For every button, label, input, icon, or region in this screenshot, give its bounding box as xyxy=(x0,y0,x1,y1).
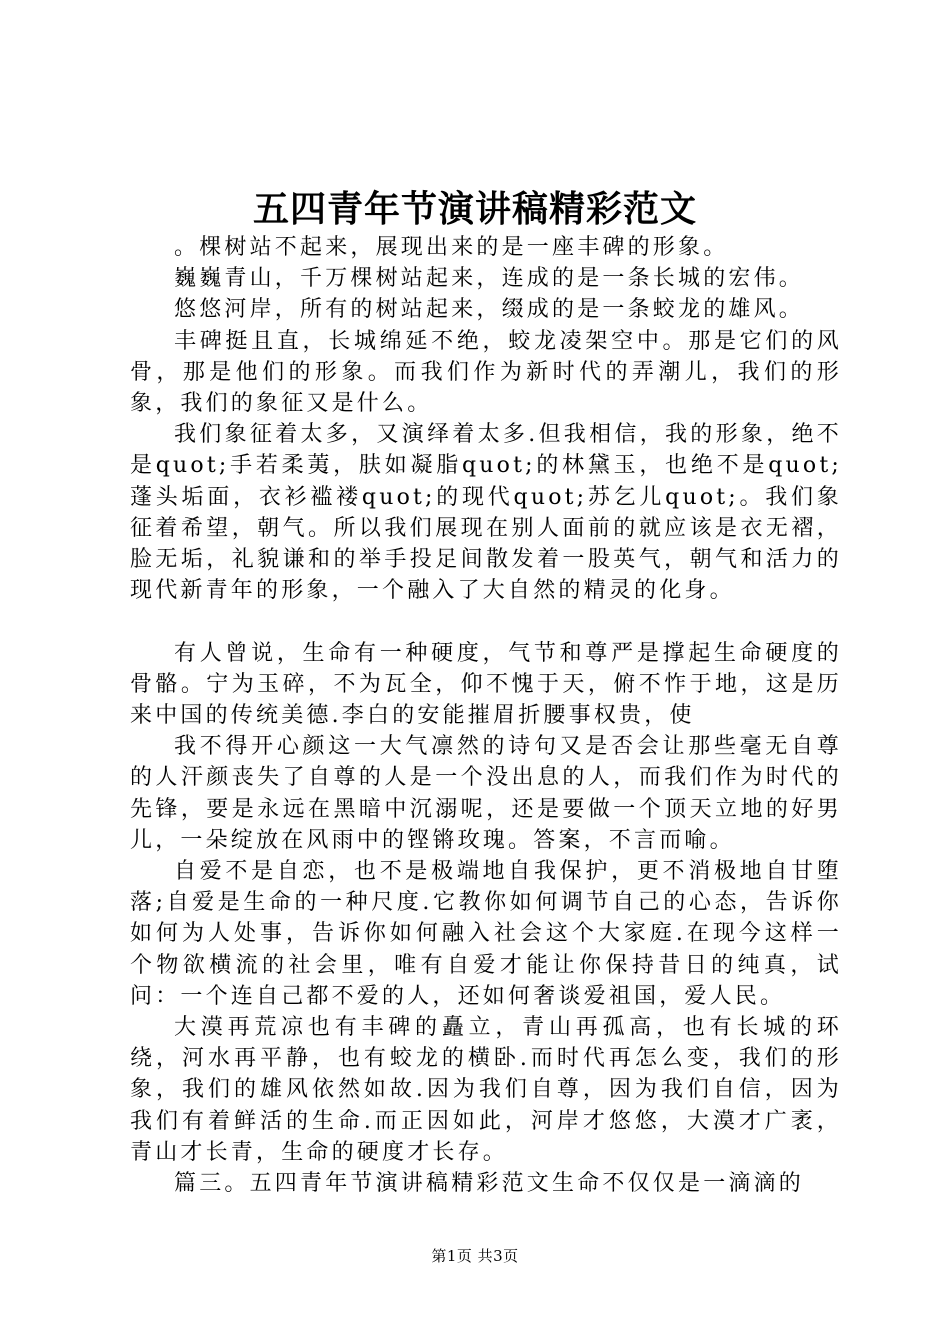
paragraph: 巍巍青山，千万棵树站起来，连成的是一条长城的宏伟。 xyxy=(174,266,805,292)
paragraph: 大漠再荒凉也有丰碑的矗立，青山再孤高，也有长城的环绕，河水再平静，也有蛟龙的横卧.而时代再怎么变，我们的形象，我们的雄风依然如故.因为我们自尊，因为我们自信，因为我们有着鲜活的生命.而正因如此，河岸才悠悠，大漠才广袤，青山才长青，生命的硬度才长存。 xyxy=(130,1015,842,1165)
paragraph: 有人曾说，生命有一种硬度，气节和尊严是撑起生命硬度的骨骼。宁为玉碎，不为瓦全，仰不愧于天，俯不怍于地，这是历来中国的传统美德.李白的安能摧眉折腰事权贵，使 xyxy=(130,640,842,729)
document-title: 五四青年节演讲稿精彩范文 xyxy=(252,188,697,230)
paragraph: 我不得开心颜这一大气凛然的诗句又是否会让那些毫无自尊的人汗颜丧失了自尊的人是一个没出息的人，而我们作为时代的先锋，要是永远在黑暗中沉溺呢，还是要做一个顶天立地的好男儿，一朵绽放在风雨中的铿锵玫瑰。答案，不言而喻。 xyxy=(130,734,842,853)
paragraph: 丰碑挺且直，长城绵延不绝，蛟龙凌架空中。那是它们的风骨，那是他们的形象。而我们作为新时代的弄潮儿，我们的形象，我们的象征又是什么。 xyxy=(130,328,842,417)
paragraph: 自爱不是自恋，也不是极端地自我保护，更不消极地自甘堕落;自爱是生命的一种尺度.它教你如何调节自己的心态，告诉你如何为人处事，告诉你如何融入社会这个大家庭.在现今这样一个物欲横流的社会里，唯有自爱才能让你保持昔日的纯真，试问：一个连自己都不爱的人，还如何奢谈爱祖国，爱人民。 xyxy=(130,859,842,1009)
paragraph: 我们象征着太多，又演绎着太多.但我相信，我的形象，绝不是quot;手若柔荑，肤如凝脂quot;的林黛玉，也绝不是quot;蓬头垢面，衣衫褴褛quot;的现代quot;苏乞儿quot;。我们象征着希望，朝气。所以我们展现在别人面前的就应该是衣无褶，脸无垢，礼貌谦和的举手投足间散发着一股英气，朝气和活力的现代新青年的形象，一个融入了大自然的精灵的化身。 xyxy=(130,422,842,604)
page-number-footer: 第1页 共3页 xyxy=(431,1247,519,1265)
paragraph: 悠悠河岸，所有的树站起来，缀成的是一条蛟龙的雄风。 xyxy=(174,297,805,323)
paragraph: 篇三。五四青年节演讲稿精彩范文生命不仅仅是一滴滴的 xyxy=(174,1171,805,1197)
document-body xyxy=(130,232,842,1199)
paragraph: 。棵树站不起来，展现出来的是一座丰碑的形象。 xyxy=(174,235,729,260)
paragraph-gap xyxy=(130,606,842,637)
